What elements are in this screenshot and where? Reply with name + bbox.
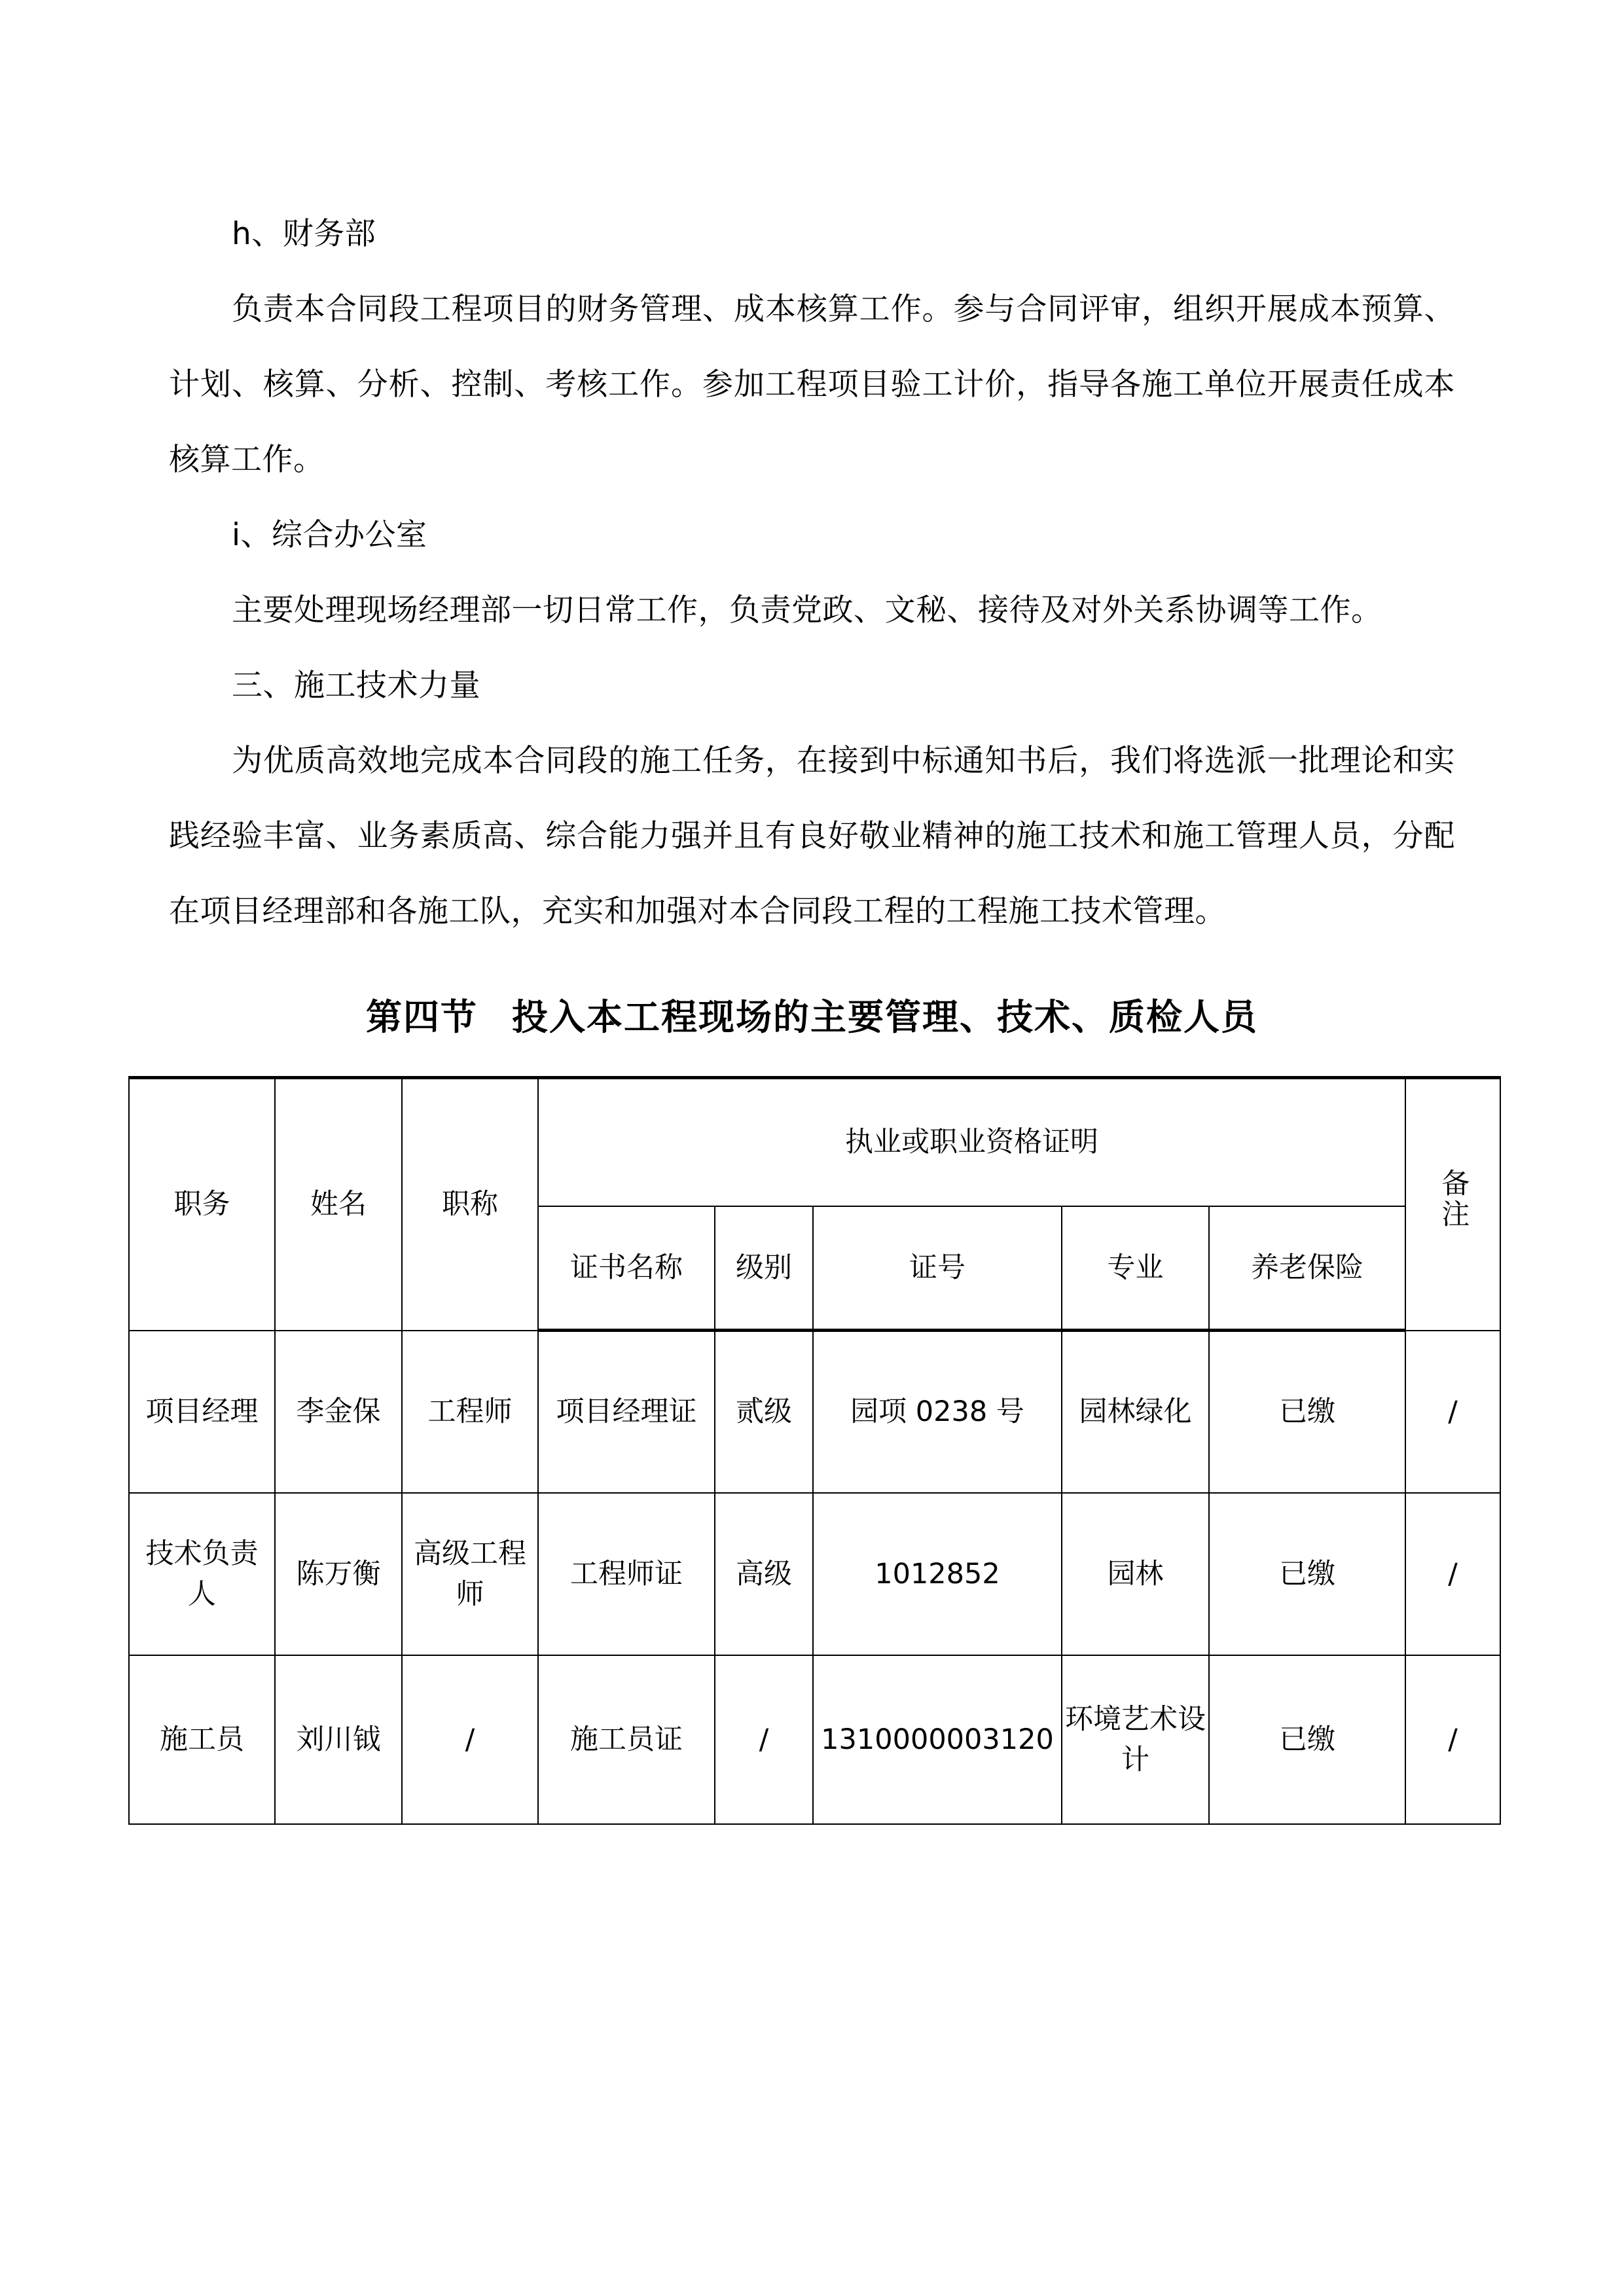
table-row xyxy=(129,1493,1500,1655)
cell-cert-name: 项目经理证 xyxy=(538,1331,715,1493)
cell-duty: 技术负责人 xyxy=(129,1493,275,1655)
cell-remark: / xyxy=(1405,1493,1500,1655)
section-number: 第四节 xyxy=(365,996,478,1038)
cell-cert-no: 1310000003120 xyxy=(813,1655,1062,1824)
cell-remark: / xyxy=(1405,1655,1500,1824)
table-header-insurance: 养老保险 xyxy=(1209,1206,1405,1331)
table-header-duty: 职务 xyxy=(129,1078,275,1331)
table-header-cert-no: 证号 xyxy=(813,1206,1062,1331)
paragraph-i-office-body: 主要处理现场经理部一切日常工作，负责党政、文秘、接待及对外关系协调等工作。 xyxy=(232,592,1382,628)
cell-major: 环境艺术设计 xyxy=(1062,1655,1209,1824)
table-header-level: 级别 xyxy=(715,1206,813,1331)
table-row xyxy=(129,1331,1500,1493)
table-header-cert-name: 证书名称 xyxy=(538,1206,715,1331)
paragraph-technical-strength-body: 为优质高效地完成本合同段的施工任务，在接到中标通知书后，我们将选派一批理论和实践经验丰富、业务素质高、综合能力强并且有良好敬业精神的施工技术和施工管理人员，分配在项目经理部和各施工队，充实和加强对本合同段工程的工程施工技术管理。 xyxy=(169,743,1455,929)
cell-level: / xyxy=(715,1655,813,1824)
cell-insurance: 已缴 xyxy=(1209,1655,1405,1824)
cell-title: 高级工程师 xyxy=(402,1493,538,1655)
paragraph-i-office-label: i、综合办公室 xyxy=(232,517,427,553)
cell-name: 陈万衡 xyxy=(275,1493,402,1655)
table-header-major: 专业 xyxy=(1062,1206,1209,1331)
table-header-name: 姓名 xyxy=(275,1078,402,1331)
cell-level: 高级 xyxy=(715,1493,813,1655)
cell-cert-name: 施工员证 xyxy=(538,1655,715,1824)
cell-name: 刘川钺 xyxy=(275,1655,402,1824)
paragraph-h-department-body: 负责本合同段工程项目的财务管理、成本核算工作。参与合同评审，组织开展成本预算、计划、核算、分析、控制、考核工作。参加工程项目验工计价，指导各施工单位开展责任成本核算工作。 xyxy=(169,291,1455,478)
cell-title: 工程师 xyxy=(402,1331,538,1493)
table-row xyxy=(129,1655,1500,1824)
cell-cert-no: 1012852 xyxy=(813,1493,1062,1655)
cell-name: 李金保 xyxy=(275,1331,402,1493)
table-header-remark-text: 备注 xyxy=(1437,1168,1470,1230)
page-title xyxy=(169,978,1455,1056)
table-header-title: 职称 xyxy=(402,1078,538,1331)
paragraph-h-department-label: h、财务部 xyxy=(232,216,376,252)
cell-major: 园林 xyxy=(1062,1493,1209,1655)
table-header-row-top xyxy=(129,1078,1500,1206)
cell-duty: 施工员 xyxy=(129,1655,275,1824)
table-header-qualification-group: 执业或职业资格证明 xyxy=(538,1078,1405,1206)
heading-three-construction-technical-strength: 三、施工技术力量 xyxy=(232,668,480,704)
cell-duty: 项目经理 xyxy=(129,1331,275,1493)
section-title-text: 投入本工程现场的主要管理、技术、质检人员 xyxy=(512,996,1259,1038)
cell-remark: / xyxy=(1405,1331,1500,1493)
personnel-table xyxy=(128,1076,1501,1825)
cell-cert-no: 园项 0238 号 xyxy=(813,1331,1062,1493)
cell-cert-name: 工程师证 xyxy=(538,1493,715,1655)
table-header-remark xyxy=(1405,1078,1500,1331)
cell-major: 园林绿化 xyxy=(1062,1331,1209,1493)
cell-level: 贰级 xyxy=(715,1331,813,1493)
cell-insurance: 已缴 xyxy=(1209,1331,1405,1493)
cell-insurance: 已缴 xyxy=(1209,1493,1405,1655)
cell-title: / xyxy=(402,1655,538,1824)
